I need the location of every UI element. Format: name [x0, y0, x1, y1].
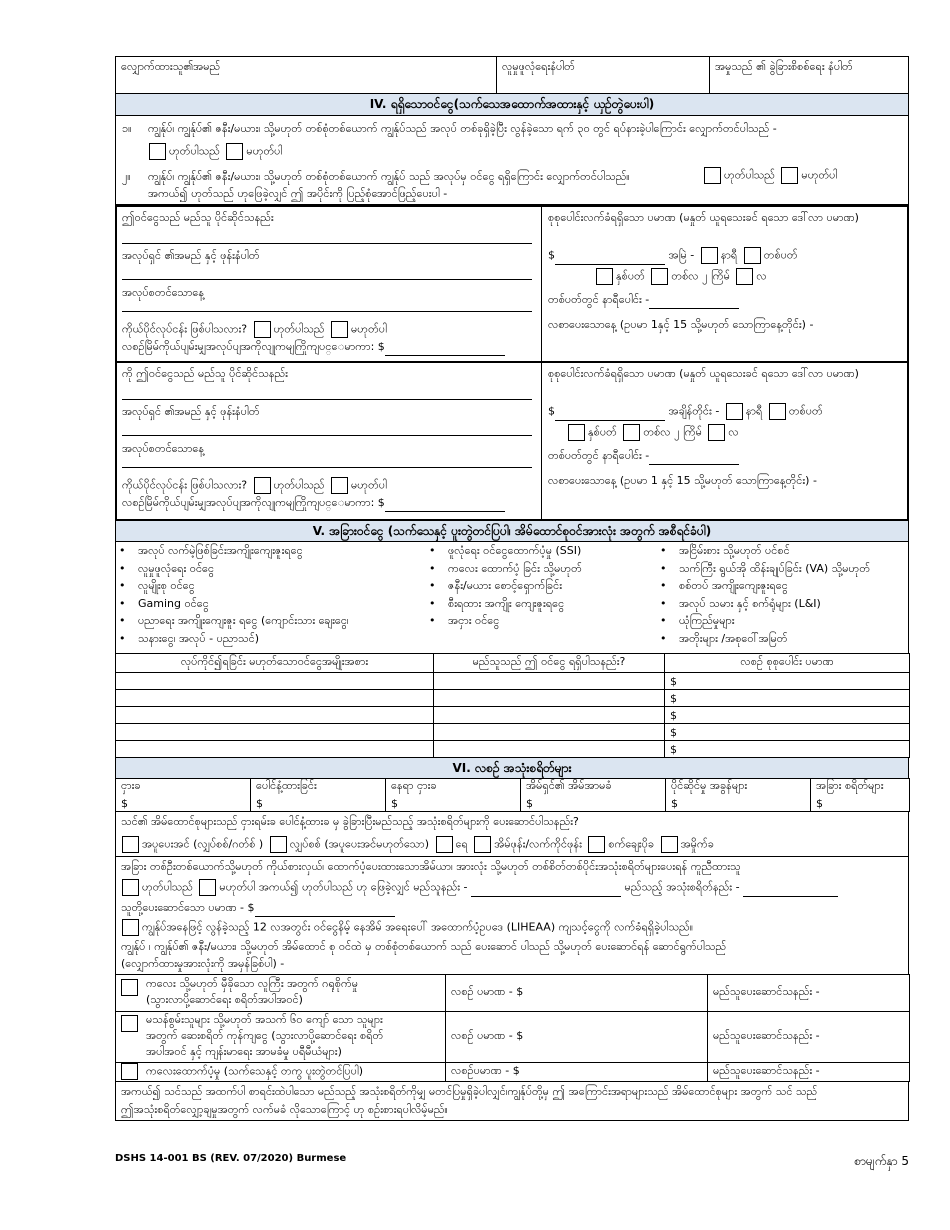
block1-amount-input[interactable]: [555, 264, 665, 265]
note-line-1: အကယ်၍ သင်သည် အထက်ပါ စာရင်းထဲပါသော မည်သည့် အသုံးစရိတ်ကိုမျှ မတင်ပြမှုရှိခဲ့ပါလျှင်၊ကျွန်ုပ်တို့မှ ဤ အကြောင်းအရာများသည် အိမ်ထောင်စုများ အတွက် သင် သည်: [121, 1084, 818, 1098]
income-type-item: • Gaming ဝင်ငွေ: [116, 595, 426, 613]
shared-options: [119, 879, 838, 897]
block2-hours: [548, 449, 739, 465]
care-row: [116, 975, 910, 1012]
block1-employer-label: အလုပ်ရှင် ၏အမည် နှင့် ဖုန်းနံပါတ်: [122, 249, 260, 262]
shared-yes-label: ဟုတ်ပါသည်: [142, 880, 193, 894]
block1-twice-label: ၂ ကြိမ်: [702, 269, 730, 283]
space-rent-amount[interactable]: $: [386, 795, 521, 812]
care-support-amount[interactable]: လစဉ်ပမာဏ - $: [446, 1063, 708, 1082]
block1-two-week-checkbox[interactable]: [596, 268, 613, 285]
block2-month-label: တစ်လ: [643, 425, 671, 439]
q1-no-checkbox[interactable]: [226, 143, 243, 160]
income-type-item: • ပညာရေး အကျိုးကျေးဇူး ရငွေ (ကျောင်းသား ချေးငွေ၊: [116, 612, 426, 630]
ssn-label: လူမှုဖူလုံရေးနံပါတ်: [502, 60, 575, 73]
care-question-2: (လျှောက်ထားမှုအားလုံးကို အမှန်ခြစ်ပါ) -: [121, 957, 285, 970]
block1-week-checkbox[interactable]: [744, 247, 761, 264]
applicant-name-field[interactable]: [116, 57, 496, 93]
client-id-field[interactable]: [709, 57, 908, 93]
block1-dollar: $: [548, 248, 555, 262]
q1-yes-label: ဟုတ်ပါသည်: [169, 144, 220, 158]
block1-no-label: မဟုတ်ပါ: [351, 322, 387, 336]
col-monthly-amount: လစဉ် စုစုပေါင်း ပမာဏ: [665, 654, 910, 673]
block1-rate-row-2: [593, 268, 767, 286]
income-type-cell[interactable]: [116, 690, 434, 707]
block1-hours: [548, 293, 739, 309]
mortgage-amount[interactable]: $: [251, 795, 386, 812]
table-row: [116, 673, 910, 690]
block2-who-label: ကို ဤဝင်ငွေသည် မည်သူ ပိုင်ဆိုင်သနည်း: [122, 367, 288, 380]
block2-self-emp: [122, 477, 387, 495]
care-child-label: ကလေး သို့မဟုတ် မှီခိုသော လူကြီး အတွက် ဂရုစိုက်မှု: [146, 977, 359, 990]
block2-month-checkbox[interactable]: [623, 424, 640, 441]
income-type-cell[interactable]: [116, 707, 434, 724]
block2-hour-checkbox[interactable]: [726, 403, 743, 420]
page-number: စာမျက်နှာ 5: [854, 1154, 909, 1168]
block2-week-checkbox[interactable]: [769, 403, 786, 420]
block1-self-emp-label: ကိုယ်ပိုင်လုပ်ငန်း ဖြစ်ပါသလား?: [122, 322, 248, 336]
rent-amount[interactable]: $: [116, 795, 251, 812]
block1-expected-label: လစဉ်မြိမ်ကိုယ်ပျမ်းမျှအလုပ်ပျအကိုလျုကမျကြိုကျပင္ေမာကာ: $: [122, 340, 385, 353]
form-page: [115, 56, 909, 1121]
form-id: DSHS 14-001 BS (REV. 07/2020) Burmese: [115, 1153, 347, 1164]
q2-yes-checkbox[interactable]: [704, 167, 721, 184]
block1-self-emp: [122, 321, 387, 339]
care-medical-checkbox[interactable]: [121, 1015, 138, 1032]
q1-no-label: မဟုတ်ပါ: [246, 144, 283, 158]
care-item-support: [116, 1063, 446, 1082]
block2-hour-label: နာရီ: [745, 404, 763, 418]
income-type-item: • အလုပ် သမား နှင့် စက်ရုံများ (L&I): [657, 595, 910, 613]
block2-two-week-label: နှစ်ပတ်: [588, 425, 617, 439]
block2-twice-checkbox[interactable]: [708, 424, 725, 441]
note-line-2: ဤအသုံးစရိတ်လျှော့ချမှုအတွက် လက်မခံ လိုသောကြောင့် ဟု စဉ်းစားရပါလိမ့်မည်။: [121, 1102, 448, 1116]
block2-yes-label: ဟုတ်ပါသည်: [273, 478, 325, 492]
table-row: [116, 707, 910, 724]
income-type-item: • ယုံကြည်မှုများ: [657, 612, 910, 630]
block2-rate-row-2: [565, 424, 739, 442]
util-elec-label: လျှပ်စစ် (အပူပေးအင်မဟုတ်သော): [289, 837, 429, 851]
income-types-col-3: [657, 542, 910, 647]
q2-text-2: အကယ်၍ ဟုတ်သည် ဟုဖြေခဲ့လျှင် ဤ အပိုင်းကို ပြည့်စုံအောင်ဖြည့်ပေးပါ -: [148, 187, 448, 200]
other-income-list: [115, 542, 909, 654]
block1-rate-row: [548, 247, 798, 265]
block2-no-label: မဟုတ်ပါ: [351, 478, 387, 492]
expense-homeowner-insurance: အိမ်ရှင်၏ အိမ်အာမခံ: [521, 779, 666, 796]
block1-hour-label: နာရီ: [720, 248, 738, 262]
section-5-title: V. အခြားဝင်ငွေ (သက်သေနှင့် ပူးတွဲတင်ပြပါ၊ အိမ်ထောင်စုဝင်အားလုံး အတွက် အစီရင်ခံပါ): [115, 521, 909, 542]
block1-divider: [541, 207, 542, 361]
block2-divider: [541, 363, 542, 519]
utilities-question: သင်၏ အိမ်ထောင်စုများသည် ငှားရမ်းခ ပေါင်နံ့ထားခ မှ ခွဲခြားပြီးမည်သည့် အသုံးစရိတ်များကို ပေးဆောင်ပါသနည်း?: [121, 815, 579, 828]
shared-expense-row: [115, 857, 909, 975]
care-expenses-table: [115, 974, 910, 1082]
q1-number: ၁။: [122, 122, 132, 135]
income-type-item: • အငှား ဝင်ငွေ: [426, 612, 656, 630]
q2-number: ၂။: [122, 170, 131, 183]
who-cell[interactable]: [434, 673, 665, 690]
amount-paid-label: သူတို့ပေးဆောင်သော ပမာဏ - $: [121, 901, 255, 914]
care-item-medical: [116, 1012, 446, 1063]
block1-hour-checkbox[interactable]: [701, 247, 718, 264]
table-row: [116, 724, 910, 741]
property-tax-amount[interactable]: $: [666, 795, 811, 812]
care-medical-label: မသန်စွမ်းသူများ သို့မဟုတ် အသက် ၆၀ ကျော် သော သူများ: [146, 1013, 383, 1026]
liheap-label: ကျွန်ုပ်အနေဖြင့် လွန်ခဲ့သည့် 12 လအတွင်း ဝင်ငွေနိမ့် နေအိမ် အရေးပေါ် အထောက်ပံ့ဥပဒေ (LIHEAA) ကျသင့်ငွေကို လက်ခံရရှိခဲ့ပါသည်။: [142, 920, 694, 934]
amount-paid-input[interactable]: [255, 916, 395, 917]
expense-space-rent: နေရာ ငှားခ: [386, 779, 521, 796]
util-elec-checkbox[interactable]: [270, 836, 287, 853]
expense-property-tax: ပိုင်ဆိုင်မှု အခွန်များ: [666, 779, 811, 796]
block1-who-line[interactable]: [122, 243, 532, 244]
block1-twice-checkbox[interactable]: [736, 268, 753, 285]
block1-self-emp-yes-checkbox[interactable]: [254, 321, 271, 338]
block2-who-line[interactable]: [122, 399, 532, 400]
insurance-amount[interactable]: $: [521, 795, 666, 812]
block1-start-line[interactable]: [122, 311, 532, 312]
block1-payday-label: လစာပေးသောနေ့ (ဥပမာ 1နှင့် 15 သို့မဟုတ် သောကြာနေ့တိုင်း) -: [548, 318, 814, 331]
q2-text: ကျွန်ုပ်၊ ကျွန်ုပ်၏ ဇနီး/မယား၊ သို့မဟုတ် တစ်စုံတစ်ယောက် ကျွန်ုပ် သည် အလုပ်မှ ဝင်ငွေ ရရှိကြောင်း လျှောက်တင်ပါသည်။: [148, 170, 630, 183]
block2-rate-row: [548, 403, 823, 421]
care-support-who[interactable]: မည်သူပေးဆောင်သနည်း -: [708, 1063, 910, 1082]
expense-other: အခြား စရိတ်များ: [811, 779, 910, 796]
block2-amount-input[interactable]: [555, 420, 665, 421]
income-type-cell[interactable]: [116, 673, 434, 690]
table-row: [116, 690, 910, 707]
q2-options: [701, 167, 837, 185]
block2-start-label: အလုပ်စတင်သောနေ့: [122, 442, 205, 455]
who-cell[interactable]: [434, 707, 665, 724]
income-type-item-cont: • သနားငွေ၊ အလုပ် - ပညာသင်): [116, 630, 426, 648]
income-type-item: • အလုပ် လက်မဲ့ဖြစ်ခြင်းအကျိုးကျေးဇူးရငွေ: [116, 542, 426, 560]
amount-cell[interactable]: $: [665, 724, 910, 741]
block1-month-label: တစ်လ: [671, 269, 699, 283]
block2-two-week-checkbox[interactable]: [568, 424, 585, 441]
block1-yes-label: ဟုတ်ပါသည်: [273, 322, 325, 336]
shared-question: အခြား တစ်ဦးတစ်ယောက်သို့မဟုတ် ကိုယ်စားလှယ်၊ ထောက်ပံ့ပေးထားသောအိမ်ယာ၊ အားလုံး သို့မဟုတ် တစ်စိတ်တစ်ပိုင်းအသုံးစရိတ်များပေးရန် ကူညီထားသူ: [121, 860, 741, 873]
who-cell[interactable]: [434, 724, 665, 741]
care-child-checkbox[interactable]: [121, 979, 138, 996]
liheap-row: [119, 919, 693, 937]
income-types-col-1: [116, 542, 426, 647]
block1-week-label: တစ်ပတ်: [763, 248, 798, 262]
liheap-checkbox[interactable]: [122, 919, 139, 936]
care-medical-label-3: အပါအဝင် နှင့် ကျန်းမာရေး အာမခံမှု ပရီမီယံများ): [146, 1045, 342, 1058]
block1-hours-input[interactable]: [649, 308, 739, 309]
care-child-amount[interactable]: လစဉ် ပမာဏ - $: [446, 975, 708, 1012]
care-child-label-2: (သွားလာပို့ဆောင်ရေး စရိတ်အပါအဝင်): [146, 993, 303, 1006]
shared-which-label: မည်သည့် အသုံးစရိတ်နည်း -: [624, 880, 740, 894]
table-row: [116, 741, 910, 758]
amount-cell[interactable]: $: [665, 673, 910, 690]
who-cell[interactable]: [434, 741, 665, 758]
col-who-receives: မည်သူသည် ဤ ဝင်ငွေ ရရှိပါသနည်း?: [434, 654, 665, 673]
income-type-item: • ဖူလုံရေး ဝင်ငွေထောက်ပံ့မှု (SSI): [426, 542, 656, 560]
block2-week-label: တစ်ပတ်: [788, 404, 823, 418]
care-support-label: ကလေးထောက်ပံ့မှု (သက်သေနှင့် တကွ ပူးတွဲတင်ပြပါ): [146, 1064, 364, 1078]
util-garbage-checkbox[interactable]: [661, 836, 678, 853]
q2-no-label: မဟုတ်ပါ: [801, 168, 838, 182]
util-water-checkbox[interactable]: [436, 836, 453, 853]
util-heat-checkbox[interactable]: [122, 836, 139, 853]
shared-who-input[interactable]: [471, 896, 621, 897]
block2-gross-label: စုစုပေါင်းလက်ခံရရှိသော ပမာဏ (မနှုတ် ယူရသေးခင် ရသော ဒေါ်လာ ပမာဏ): [548, 367, 859, 380]
expense-header-row: [116, 779, 910, 796]
ssn-field[interactable]: [496, 57, 709, 93]
block1-self-emp-no-checkbox[interactable]: [331, 321, 348, 338]
util-sewer-checkbox[interactable]: [588, 836, 605, 853]
care-medical-amount[interactable]: လစဉ် ပမာဏ - $: [446, 1012, 708, 1063]
section-6-title: VI. လစဉ် အသုံးစရိတ်များ: [115, 758, 909, 779]
other-income-header: [116, 654, 910, 673]
block1-employer-line[interactable]: [122, 279, 532, 280]
block1-per-label: အမြဲ -: [668, 248, 695, 262]
care-support-checkbox[interactable]: [121, 1063, 138, 1080]
util-sewer-label: စက်ချေးပိုခ: [608, 837, 655, 851]
block2-hours-label: တစ်ပတ်တွင် နာရီပေါင်း -: [548, 449, 650, 462]
shared-which-input[interactable]: [743, 896, 838, 897]
shared-no-label: မဟုတ်ပါ: [219, 880, 256, 894]
income-type-item: • သက်ကြီး ရွယ်အို ထိန်းချုပ်ခြင်း (VA) သို့မဟုတ်: [657, 560, 910, 578]
amount-cell[interactable]: $: [665, 707, 910, 724]
q1-options: [146, 143, 282, 161]
care-question: ကျွန်ုပ် ၊ ကျွန်ုပ်၏ ဇနီး/မယား၊ သို့မဟုတ် အိမ်ထောင် စု ဝင်ထဲ မှ တစ်စုံတစ်ယောက် သည် ပေးဆောင် ပါသည် သို့မဟုတ် ပေးဆောင်ရန် ဆောင်ရွက်ပါသည်: [121, 940, 727, 953]
section-4-questions: [115, 116, 909, 205]
block1-two-week-label: နှစ်ပတ်: [616, 269, 645, 283]
block2-start-line[interactable]: [122, 467, 532, 468]
care-medical-who[interactable]: မည်သူပေးဆောင်သနည်း -: [708, 1012, 910, 1063]
header-row: [115, 56, 909, 94]
care-row: [116, 1012, 910, 1063]
care-item-child: [116, 975, 446, 1012]
block2-employer-line[interactable]: [122, 435, 532, 436]
shared-yes-checkbox[interactable]: [122, 879, 139, 896]
util-garbage-label: အမှိုက်ခ: [680, 837, 714, 851]
income-type-item: • လူမှုဖူလုံရေး ဝင်ငွေ: [116, 560, 426, 578]
block2-month2-label: လ: [728, 425, 739, 439]
employment-block-1: [115, 205, 909, 363]
block2-expected-input[interactable]: [385, 511, 505, 512]
employment-block-2: [115, 363, 909, 521]
expense-note: [115, 1081, 909, 1121]
amount-cell[interactable]: $: [665, 741, 910, 758]
shared-who-label: အကယ်၍ ဟုတ်ပါသည် ဟု ဖြေခဲ့လျှင် မည်သူနည်း -: [258, 880, 468, 894]
income-type-cell[interactable]: [116, 741, 434, 758]
block2-employer-label: အလုပ်ရှင် ၏အမည် နှင့် ဖုန်းနံပါတ်: [122, 405, 260, 418]
block2-dollar: $: [548, 404, 555, 418]
care-child-who[interactable]: မည်သူပေးဆောင်သနည်း -: [708, 975, 910, 1012]
shared-no-checkbox[interactable]: [199, 879, 216, 896]
block2-self-emp-no-checkbox[interactable]: [331, 477, 348, 494]
col-income-type: လုပ်ကိုင်၍ရခြင်း မဟုတ်သောဝင်ငွေအမျိုးအစား: [116, 654, 434, 673]
block1-gross-label: စုစုပေါင်းလက်ခံရရှိသော ပမာဏ (မနှုတ် ယူရသေးခင် ရသော ဒေါ်လာ ပမာဏ): [548, 211, 859, 224]
q1-text: ကျွန်ုပ်၊ ကျွန်ုပ်၏ ဇနီး/မယား၊ သို့မဟုတ် တစ်စုံတစ်ယောက် ကျွန်ုပ်သည် အလုပ် တစ်ခုရှိခဲ့ပြီး လွန်ခဲ့သော ရက် ၃၀ တွင် ရပ်နားခဲ့ပါကြောင်း လျှောက်တင်ပါသည် -: [148, 122, 777, 135]
section-4-title: IV. ရရှိသောဝင်ငွေ(သက်သေအထောက်အထားနှင့် ယှဉ်တွဲပေးပါ): [115, 94, 909, 116]
amount-cell[interactable]: $: [665, 690, 910, 707]
expense-amount-row: [116, 795, 910, 812]
client-id-label: အမှုသည် ၏ ခွဲခြားစိစစ်ရေး နံပါတ်: [715, 60, 853, 73]
care-row: [116, 1063, 910, 1082]
block1-expected: [122, 340, 505, 356]
block1-month2-label: လ: [756, 269, 767, 283]
income-type-item: • အတိုးများ /အစုဝေါ်အမြတ်: [657, 630, 910, 648]
other-income-table: [115, 653, 910, 758]
block2-self-emp-label: ကိုယ်ပိုင်လုပ်ငန်း ဖြစ်ပါသလား?: [122, 478, 248, 492]
q2-no-checkbox[interactable]: [781, 167, 798, 184]
utilities-options: [119, 836, 714, 854]
income-type-item: • စီးရထား အကျိုး ကျေးဇူးရငွေ: [426, 595, 656, 613]
expense-mortgage: ပေါင်နံ့ထားခြင်း: [251, 779, 386, 796]
income-type-item-cont: • ဇနီး/မယား စောင့်ရှောက်ခြင်း: [426, 577, 656, 595]
q1-yes-checkbox[interactable]: [149, 143, 166, 160]
amount-paid: [121, 901, 395, 917]
util-water-label: ရေ: [455, 837, 468, 851]
block1-month-checkbox[interactable]: [651, 268, 668, 285]
block2-payday-label: လစာပေးသောနေ့ (ဥပမာ 1 နှင့် 15 သို့မဟုတ် သောကြာနေ့တိုင်း) -: [548, 474, 817, 487]
care-medical-label-2: အတွက် ဆေးစရိတ် ကုန်ကျငွေ (သွားလာပို့ဆောင်ရေး စရိတ်: [146, 1029, 384, 1042]
expenses-table: [115, 778, 910, 812]
util-phone-label: အိမ်ဖုန်း/လက်ကိုင်ဖုန်း: [494, 837, 582, 851]
block1-who-label: ဤဝင်ငွေသည် မည်သူ ပိုင်ဆိုင်သနည်း: [122, 211, 274, 224]
applicant-name-label: လျှောက်ထားသူ၏အမည်: [121, 60, 221, 73]
block1-start-label: အလုပ်စတင်သောနေ့: [122, 286, 205, 299]
income-type-item-cont: • စစ်တပ် အကျိုးကျေးဇူးရငွေ: [657, 577, 910, 595]
expense-rent: ငှားခ: [116, 779, 251, 796]
q2-yes-label: ဟုတ်ပါသည်: [724, 168, 775, 182]
block2-per-label: အချိန်တိုင်း -: [668, 404, 720, 418]
utilities-row: [115, 811, 909, 857]
income-type-item: • အငြိမ်းစား သို့မဟုတ် ပင်စင်: [657, 542, 910, 560]
block2-hours-input[interactable]: [649, 464, 739, 465]
util-heat-label: အပူပေးအင် (လျှပ်စစ်/ဂတ်စ် ): [142, 837, 264, 851]
block1-expected-input[interactable]: [385, 355, 505, 356]
who-cell[interactable]: [434, 690, 665, 707]
income-type-item: • ကလေး ထောက်ပံ့ ခြင်း သို့မဟုတ်: [426, 560, 656, 578]
other-amount[interactable]: $: [811, 795, 910, 812]
block2-twice-label: ၂ ကြိမ်: [674, 425, 702, 439]
block2-self-emp-yes-checkbox[interactable]: [254, 477, 271, 494]
util-phone-checkbox[interactable]: [474, 836, 491, 853]
income-type-item: • လူမျိုးစု ဝင်ငွေ: [116, 577, 426, 595]
block2-expected: [122, 496, 505, 512]
block1-hours-label: တစ်ပတ်တွင် နာရီပေါင်း -: [548, 293, 650, 306]
income-type-cell[interactable]: [116, 724, 434, 741]
income-types-col-2: [426, 542, 656, 630]
block2-expected-label: လစဉ်မြိမ်ကိုယ်ပျမ်းမျှအလုပ်ပျအကိုလျုကမျကြိုကျပင္ေမာကာ: $: [122, 496, 385, 509]
